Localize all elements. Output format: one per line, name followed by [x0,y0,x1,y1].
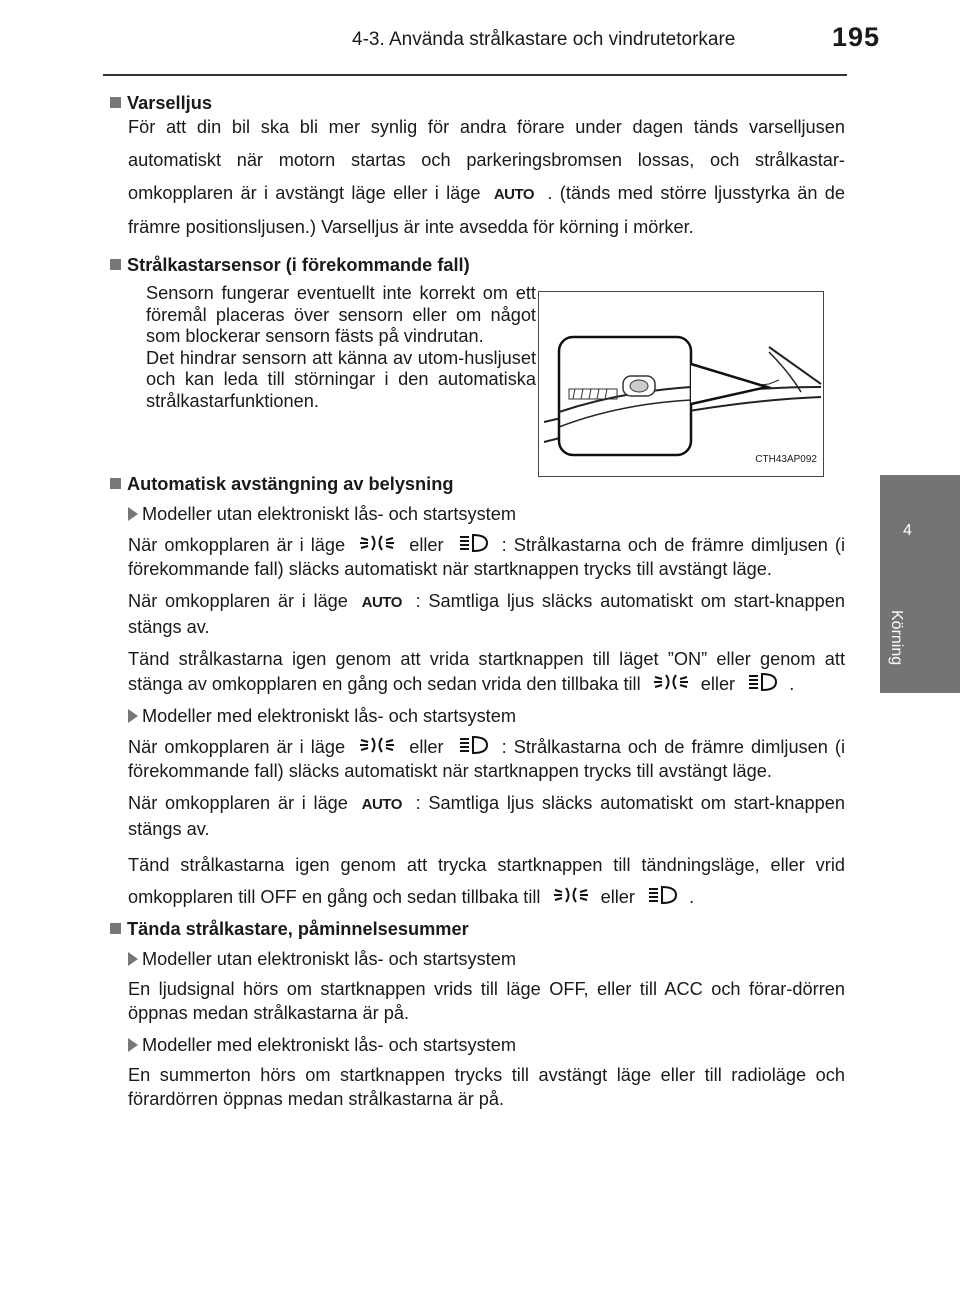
auto-off-p1: När omkopplaren är i läge eller : Strålkastarna och de främre dimljusen (i förekommande fall) släcks automatiskt när startknappen trycks till avstängt läge. [128,532,845,581]
sub-with-smart-key-2: Modeller med elektroniskt lås- och startsystem [128,1033,845,1057]
side-tab-number: 4 [903,522,912,539]
varselljus-text: För att din bil ska bli mer synlig för andra förare under dagen tänds varselljusen automatiskt när motorn startas och parkeringsbromsen lossas, och strålkastar-omkopplaren är i avstängt läge eller i läge AUTO . (tänds med större ljusstyrka än de främre positionsljusen.) Varselljus är inte avsedda för körning i mörker. [128,117,846,237]
heading-varselljus: Varselljus [110,91,845,115]
position-light-icon [358,532,396,554]
position-light-icon [552,884,590,906]
headlight-icon [746,671,778,693]
triangle-bullet-icon [128,952,138,966]
reminder-p1: En ljudsignal hörs om startknappen vrids till läge OFF, eller till ACC och förar-dörren öppnas medan strålkastarna är på. [128,979,845,1023]
headlight-icon [457,734,489,756]
auto-icon: AUTO [361,594,402,611]
position-light-icon [358,734,396,756]
auto-off-p3: Tänd strålkastarna igen genom att vrida startknappen till läget ”ON” eller genom att stänga av omkopplaren en gång och sedan vrida den tillbaka till eller . [128,649,845,694]
headlight-icon [646,884,678,906]
sensor-block [110,277,845,472]
page-content [110,91,845,1111]
header-rule [103,74,847,76]
triangle-bullet-icon [128,709,138,723]
auto-off-p5: När omkopplaren är i läge AUTO : Samtliga ljus släcks automatiskt om start-knappen stängs av. [128,793,845,839]
auto-icon: AUTO [493,186,535,203]
header-title: 4-3. Använda strålkastare och vindrutetorkare [352,29,736,50]
triangle-bullet-icon [128,1038,138,1052]
heading-reminder: Tända strålkastare, påminnelsesummer [110,917,845,941]
side-tab-label: Körning [888,610,905,666]
sensor-text: Sensorn fungerar eventuellt inte korrekt om ett föremål placeras över sensorn eller om något som blockerar sensorn fästs på vindrutan. Det hindrar sensorn att känna av utom-husljuset och kan leda till störningar i den automatiska strålkastarfunktionen. [146,283,536,411]
auto-off-p4: När omkopplaren är i läge eller : Strålkastarna och de främre dimljusen (i förekommande fall) släcks automatiskt när startknappen trycks till avstängt läge. [128,734,845,783]
square-bullet-icon [110,97,121,108]
square-bullet-icon [110,923,121,934]
position-light-icon [652,671,690,693]
sub-without-smart-key-2: Modeller utan elektroniskt lås- och startsystem [128,947,845,971]
triangle-bullet-icon [128,507,138,521]
auto-icon: AUTO [361,796,402,813]
sub-with-smart-key-1: Modeller med elektroniskt lås- och startsystem [128,704,845,728]
auto-off-p2: När omkopplaren är i läge AUTO : Samtliga ljus släcks automatiskt om start-knappen stängs av. [128,591,845,637]
sub-without-smart-key-1: Modeller utan elektroniskt lås- och startsystem [128,502,845,526]
heading-auto-off: Automatisk avstängning av belysning [110,472,845,496]
figure-code: CTH43AP092 [755,454,817,465]
square-bullet-icon [110,478,121,489]
auto-off-p6: Tänd strålkastarna igen genom att trycka startknappen till tändningsläge, eller vrid omkopplaren till OFF en gång och sedan tillbaka till eller . [128,855,845,907]
reminder-p2: En summerton hörs om startknappen trycks till avstängt läge eller till radioläge och förardörren öppnas medan strålkastarna är på. [128,1065,845,1109]
heading-sensor: Strålkastarsensor (i förekommande fall) [110,253,845,277]
headlight-icon [457,532,489,554]
square-bullet-icon [110,259,121,270]
page-number: 195 [832,22,881,52]
sensor-figure [538,291,824,477]
